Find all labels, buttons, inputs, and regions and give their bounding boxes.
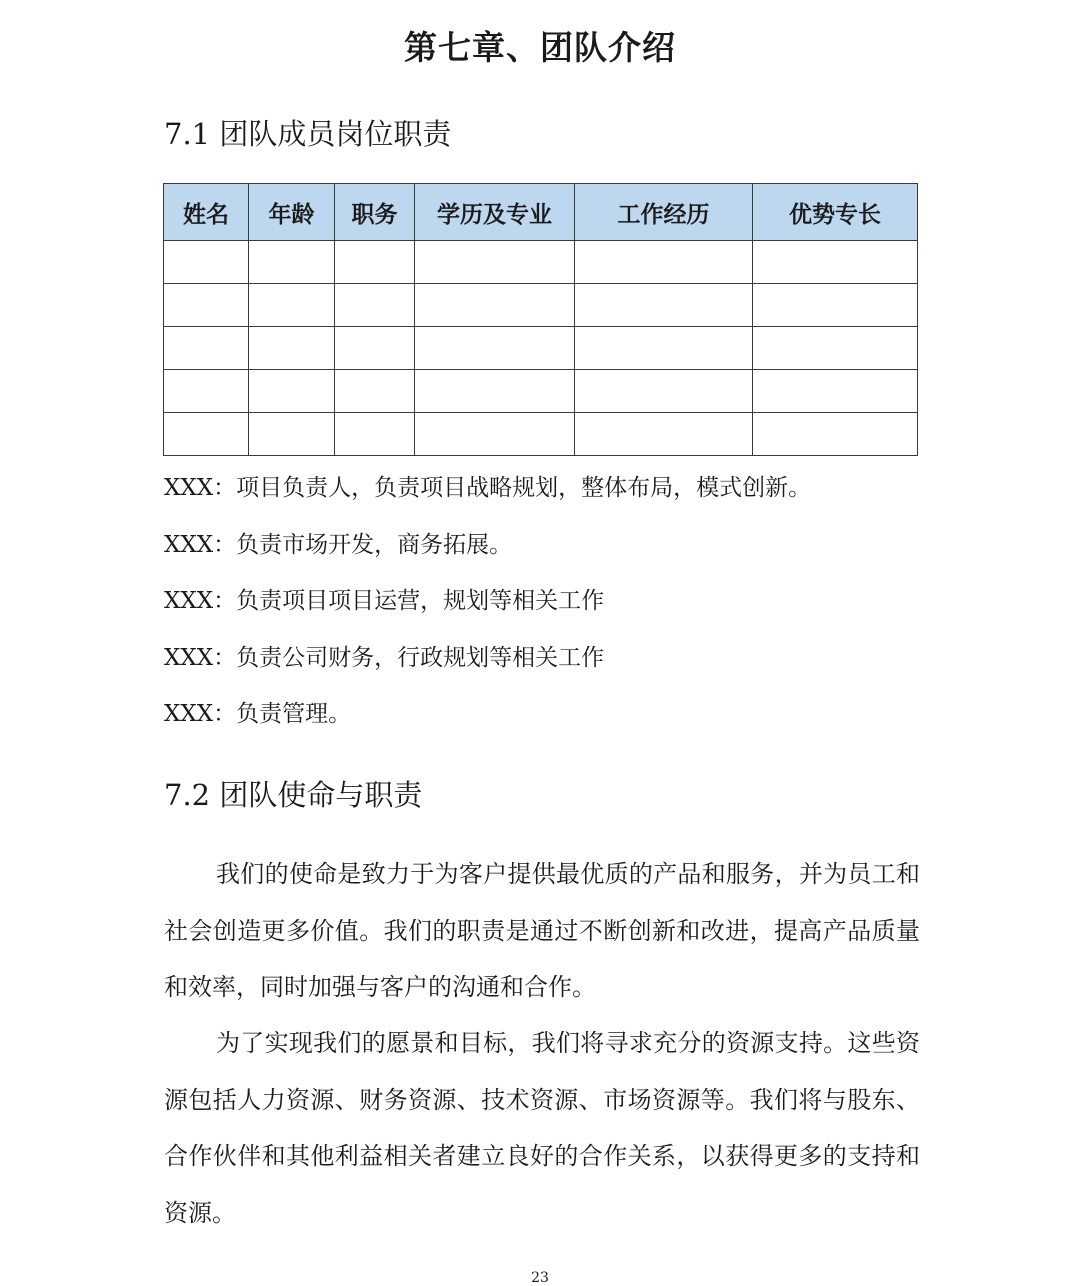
column-header-experience: 工作经历 bbox=[575, 184, 753, 241]
table-cell bbox=[575, 284, 753, 327]
table-row bbox=[164, 284, 918, 327]
duty-line-operations: XXX：负责项目项目运营，规划等相关工作 bbox=[164, 588, 605, 614]
duty-line-project-lead: XXX：项目负责人，负责项目战略规划，整体布局，模式创新。 bbox=[164, 475, 812, 501]
table-cell bbox=[575, 413, 753, 456]
table-cell bbox=[249, 327, 335, 370]
chapter-title: 第七章、团队介绍 bbox=[404, 28, 676, 67]
resources-paragraph: 为了实现我们的愿景和目标，我们将寻求充分的资源支持。这些资源包括人力资源、财务资源、技术资源、市场资源等。我们将与股东、合作伙伴和其他利益相关者建立良好的合作关系，以获得更多的支持和资源。 bbox=[164, 1029, 920, 1227]
column-header-position: 职务 bbox=[335, 184, 415, 241]
table-cell bbox=[753, 327, 918, 370]
table-cell bbox=[249, 284, 335, 327]
table-cell bbox=[164, 327, 249, 370]
column-header-education: 学历及专业 bbox=[415, 184, 575, 241]
table-cell bbox=[753, 413, 918, 456]
table-cell bbox=[575, 241, 753, 284]
table-cell bbox=[335, 284, 415, 327]
duty-line-market: XXX：负责市场开发，商务拓展。 bbox=[164, 532, 513, 558]
table-cell bbox=[753, 284, 918, 327]
mission-paragraph: 我们的使命是致力于为客户提供最优质的产品和服务，并为员工和社会创造更多价值。我们的职责是通过不断创新和改进，提高产品质量和效率，同时加强与客户的沟通和合作。 bbox=[164, 860, 920, 1001]
table-cell bbox=[415, 241, 575, 284]
table-header-row bbox=[164, 184, 918, 241]
table-cell bbox=[753, 241, 918, 284]
table-cell bbox=[249, 241, 335, 284]
table-cell bbox=[335, 241, 415, 284]
table-cell bbox=[164, 241, 249, 284]
table-cell bbox=[164, 284, 249, 327]
team-member-table bbox=[163, 183, 918, 456]
table-row bbox=[164, 370, 918, 413]
table-cell bbox=[249, 370, 335, 413]
table-cell bbox=[415, 284, 575, 327]
table-cell bbox=[164, 370, 249, 413]
duty-line-management: XXX：负责管理。 bbox=[164, 701, 352, 727]
table-cell bbox=[335, 327, 415, 370]
table-cell bbox=[753, 370, 918, 413]
section-heading-7-2: 7.2 团队使命与职责 bbox=[164, 778, 423, 812]
table-cell bbox=[415, 327, 575, 370]
table-cell bbox=[575, 370, 753, 413]
column-header-age: 年龄 bbox=[249, 184, 335, 241]
table-cell bbox=[335, 370, 415, 413]
section-heading-7-1: 7.1 团队成员岗位职责 bbox=[164, 117, 452, 151]
table-cell bbox=[335, 413, 415, 456]
table-cell bbox=[575, 327, 753, 370]
column-header-name: 姓名 bbox=[164, 184, 249, 241]
table-cell bbox=[249, 413, 335, 456]
table-row bbox=[164, 413, 918, 456]
table-row bbox=[164, 327, 918, 370]
table-row bbox=[164, 241, 918, 284]
duty-line-finance: XXX：负责公司财务，行政规划等相关工作 bbox=[164, 645, 605, 671]
column-header-strengths: 优势专长 bbox=[753, 184, 918, 241]
table-cell bbox=[415, 413, 575, 456]
page-number: 23 bbox=[531, 1270, 549, 1286]
table-cell bbox=[164, 413, 249, 456]
table-cell bbox=[415, 370, 575, 413]
